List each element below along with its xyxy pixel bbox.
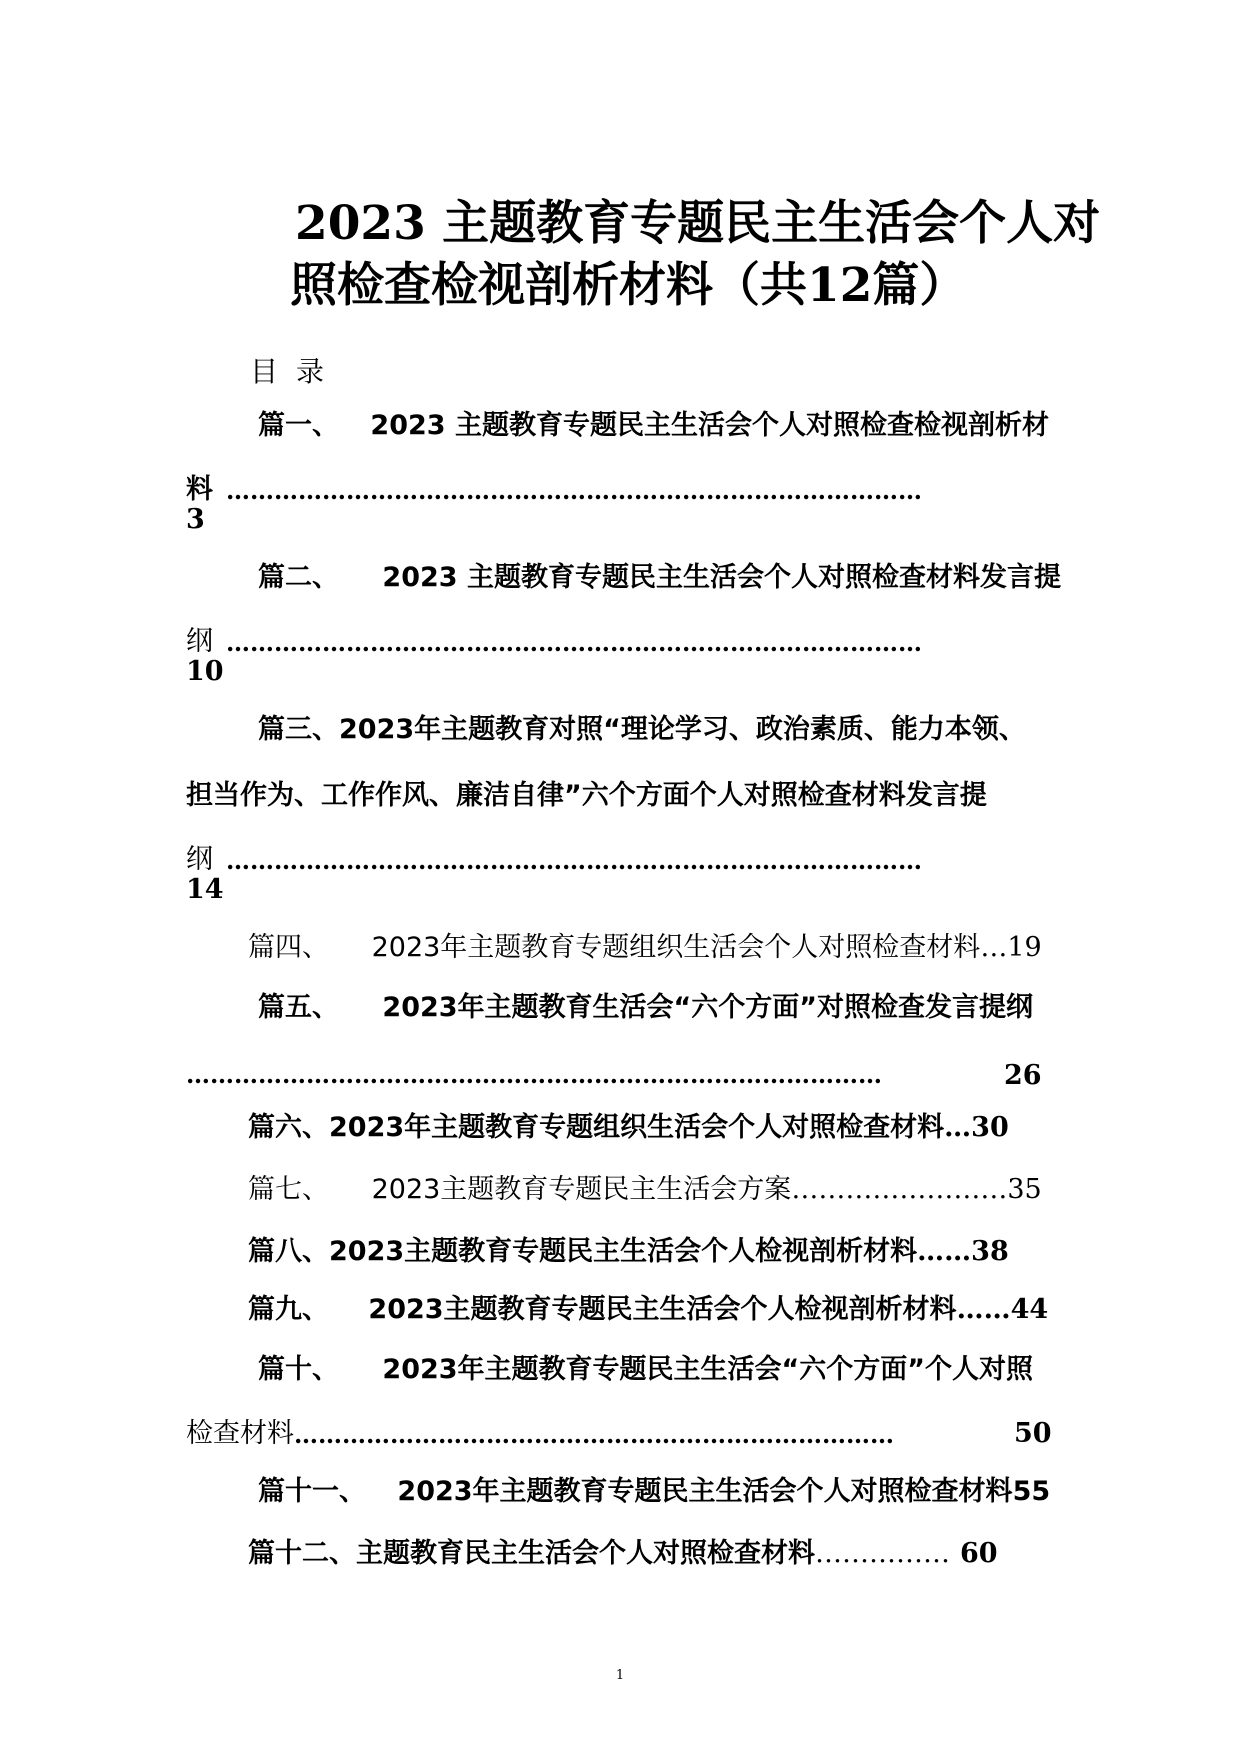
entry-text: 2023主题教育专题民主生活会个人检视剖析材料 [368,1294,957,1325]
toc-page-number: 30 [971,1112,1009,1143]
entry-prefix: 篇一、 [258,410,339,441]
toc-entry-6[interactable] [248,1110,1009,1146]
entry-prefix: 篇七、 [248,1174,329,1205]
toc-page-number: 19 [1007,932,1042,963]
toc-entry-1[interactable] [258,408,1049,444]
entry-text: 2023 主题教育专题民主生活会个人对照检查检视剖析材 [370,410,1049,441]
entry-text: 2023年主题教育专题民主生活会“六个方面”个人对照 [382,1354,1034,1385]
entry-text: 主题教育民主生活会个人对照检查材料 [356,1538,815,1569]
entry-text: 2023年主题教育专题组织生活会个人对照检查材料 [329,1112,945,1143]
toc-leader-dots: …………… [815,1538,950,1569]
entry-text: 2023年主题教育专题组织生活会个人对照检查材料 [371,932,981,963]
title-line-1: 2023 主题教育专题民主生活会个人对 [295,196,1101,251]
toc-page-number: 55 [1012,1476,1051,1507]
entry-text: 2023主题教育专题民主生活会方案 [371,1174,792,1205]
toc-entry-10[interactable] [258,1352,1033,1388]
toc-entry-8[interactable] [248,1234,1009,1270]
entry-prefix: 篇四、 [248,932,329,963]
entry-prefix: 篇九、 [248,1294,329,1325]
entry-prefix: 篇五、 [258,992,339,1023]
toc-entry-9[interactable] [248,1292,1048,1328]
toc-leader-dots: ………………………………………………………………… [294,1420,894,1449]
toc-entry-3-line2: 担当作为、工作作风、廉洁自律”六个方面个人对照检查材料发言提 [186,780,987,811]
toc-leader-dots: …………………………………………………………………………… [226,476,922,505]
toc-leader-dots: …………………………………………………………………………… [226,628,922,657]
toc-page-number: 10 [186,656,224,687]
toc-entry-10-cont: 检查材料 [186,1418,294,1449]
toc-page-number: 50 [1014,1418,1052,1449]
entry-prefix: 篇三、 [258,714,339,745]
toc-page-number: 60 [960,1538,998,1569]
toc-heading: 目录 [250,355,343,388]
toc-entry-4[interactable] [248,930,1042,966]
toc-entry-1-cont: 料 [186,474,213,505]
toc-entry-5[interactable] [258,990,1033,1026]
entry-prefix: 篇十一、 [258,1476,366,1507]
toc-entry-2-cont: 纲 [186,626,213,657]
toc-page-number: 26 [1004,1060,1042,1091]
toc-entry-3-cont: 纲 [186,844,213,875]
entry-text: 2023 主题教育专题民主生活会个人对照检查材料发言提 [382,562,1061,593]
toc-leader-dots: …… [956,1294,1011,1325]
entry-prefix: 篇八、 [248,1236,329,1267]
toc-entry-11[interactable] [258,1474,1050,1510]
toc-entry-3[interactable] [258,712,1026,748]
toc-page-number: 38 [971,1236,1009,1267]
toc-page-number: 44 [1010,1294,1049,1325]
toc-leader-dots: …………………………………………………………………………… [226,846,922,875]
entry-prefix: 篇十、 [258,1354,339,1385]
toc-page-number: 3 [186,504,205,535]
toc-leader-dots: …… [917,1236,972,1267]
toc-page-number: 14 [186,874,224,905]
toc-leader-dots: …………………………………………………………………………… [186,1060,882,1089]
entry-text: 2023年主题教育对照“理论学习、政治素质、能力本领、 [339,714,1026,745]
toc-entry-12[interactable] [248,1536,998,1572]
toc-leader-dots: … [980,932,1008,963]
toc-page-number: 35 [1007,1174,1042,1205]
entry-text: 2023主题教育专题民主生活会个人检视剖析材料 [329,1236,918,1267]
toc-entry-2[interactable] [258,560,1061,596]
toc-leader-dots: …………………… [791,1174,1008,1205]
title-line-2: 照检查检视剖析材料（共12篇） [290,258,967,313]
toc-entry-7[interactable] [248,1172,1042,1208]
toc-leader-dots: … [944,1112,972,1143]
entry-prefix: 篇二、 [258,562,339,593]
entry-prefix: 篇十二、 [248,1538,356,1569]
entry-text: 2023年主题教育专题民主生活会个人对照检查材料 [397,1476,1013,1507]
entry-prefix: 篇六、 [248,1112,329,1143]
footer-page-number: 1 [615,1668,625,1683]
entry-text: 2023年主题教育生活会“六个方面”对照检查发言提纲 [382,992,1034,1023]
